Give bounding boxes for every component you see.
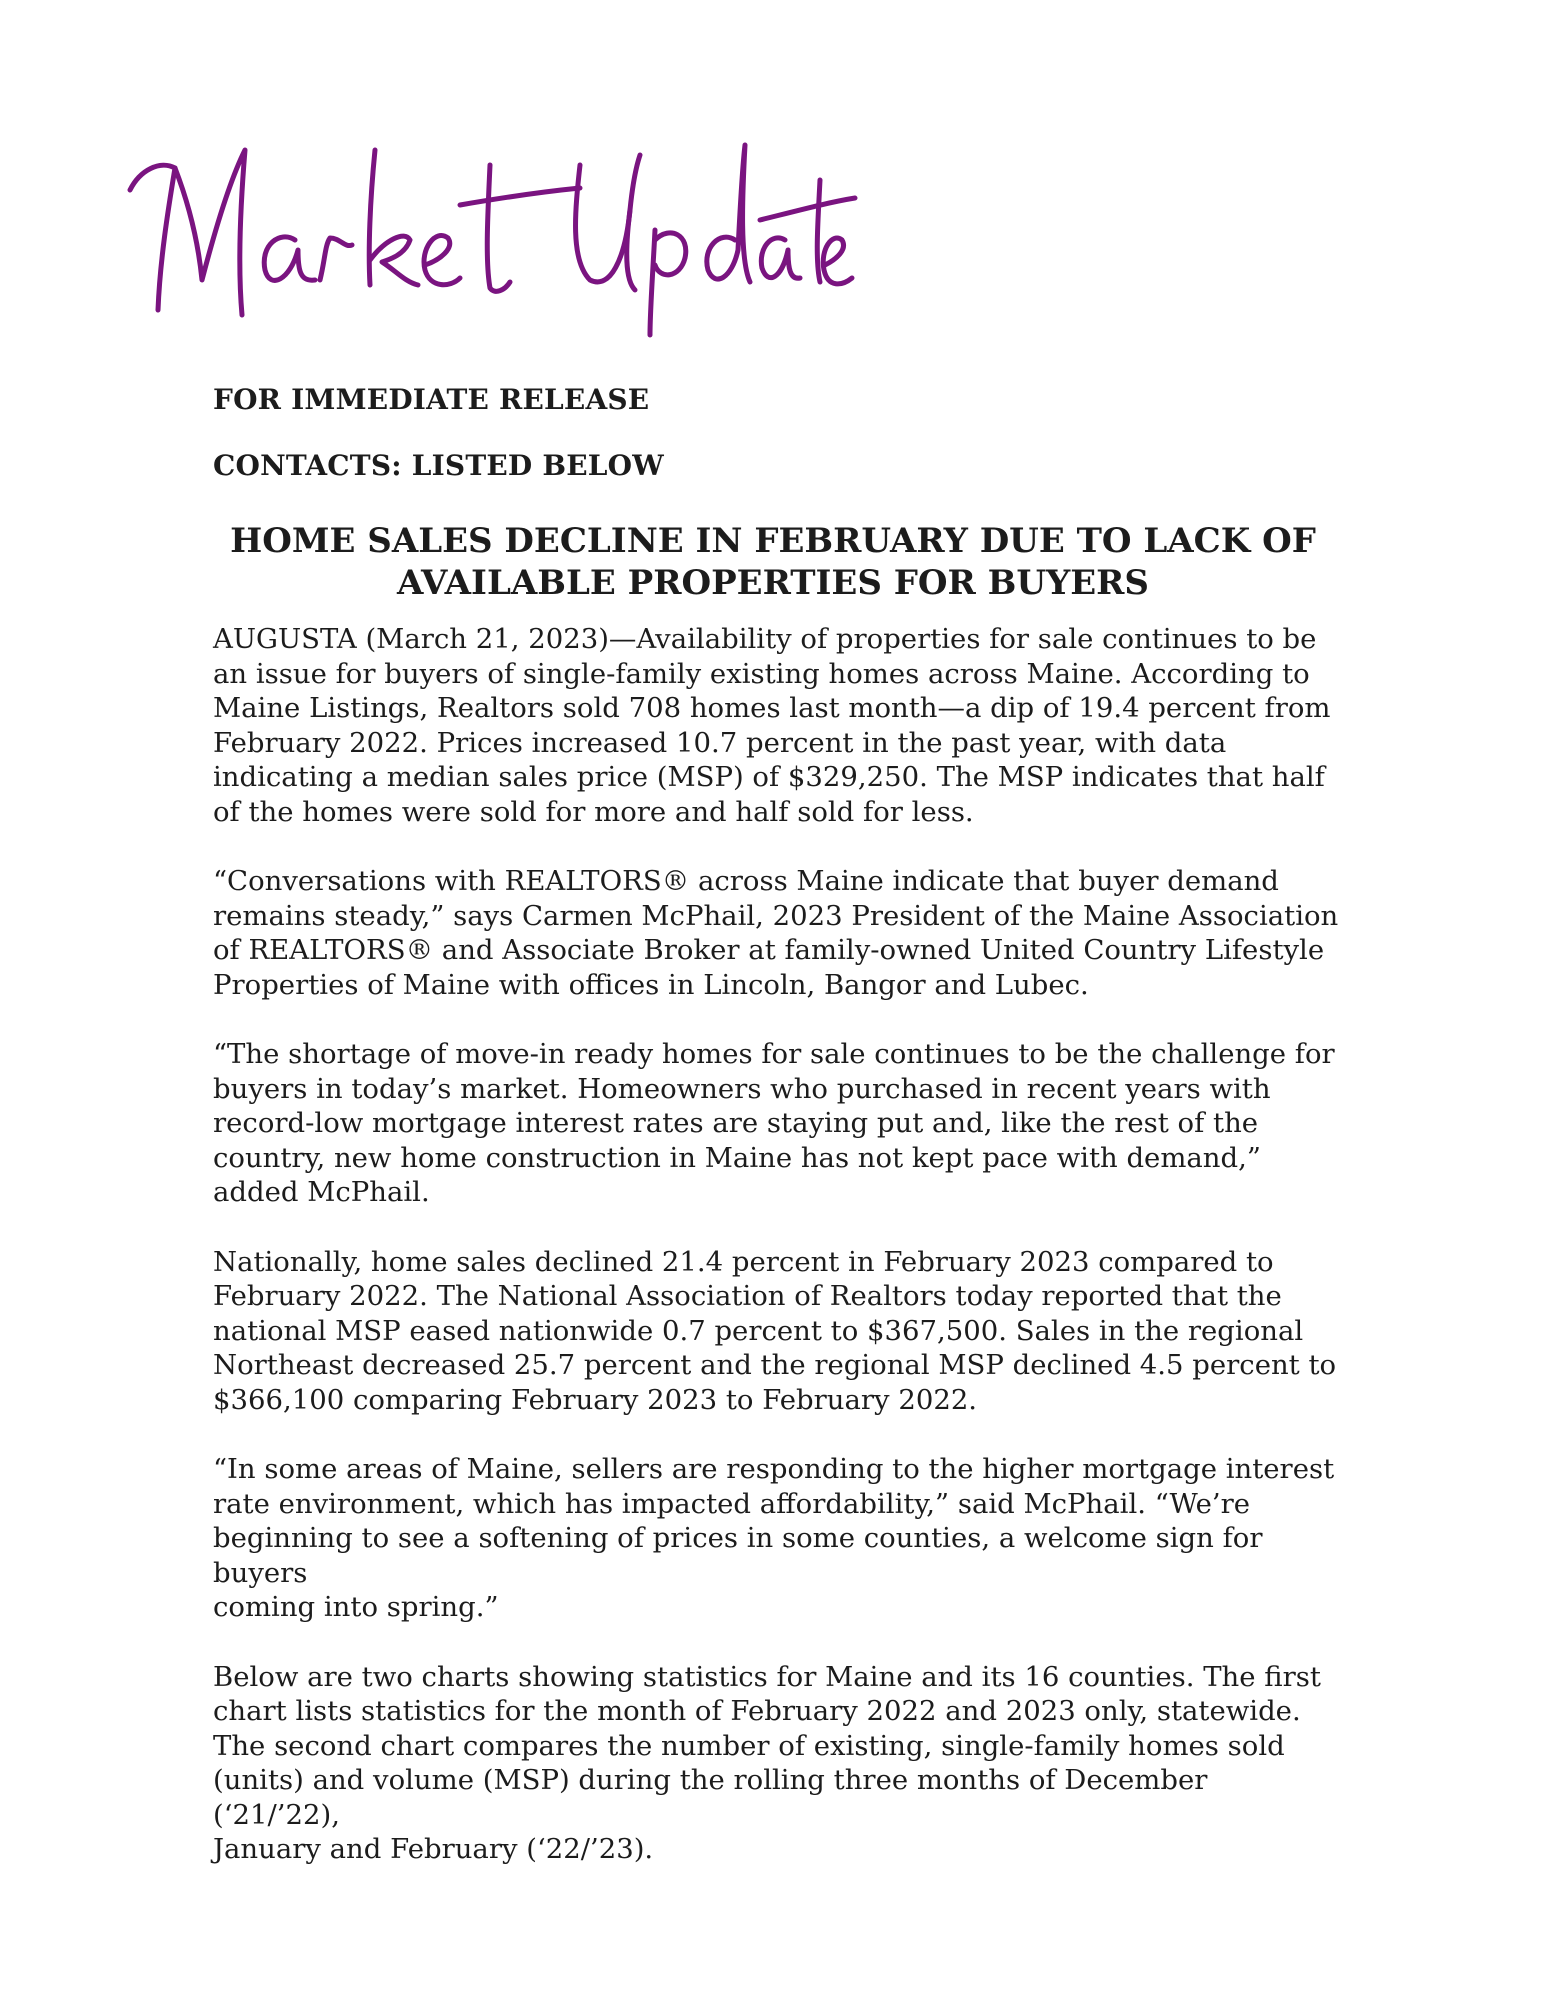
paragraph-6 [213, 1660, 1343, 1867]
paragraph-line: February 2022. Prices increased 10.7 percent in the past year, with data [213, 726, 1227, 759]
paragraph-5 [213, 1452, 1343, 1625]
paragraph-line: remains steady,” says Carmen McPhail, 2023 President of the Maine Association [213, 899, 1339, 932]
paragraph-4 [213, 1245, 1343, 1418]
paragraph-line: “In some areas of Maine, sellers are responding to the higher mortgage interest [213, 1453, 1335, 1485]
release-label: FOR IMMEDIATE RELEASE [213, 383, 650, 416]
paragraph-line: AUGUSTA (March 21, 2023)—Availability of properties for sale continues to be [213, 623, 1317, 655]
paragraph-line: The second chart compares the number of existing, single-family homes sold [213, 1729, 1285, 1762]
paragraph-2 [213, 864, 1343, 1002]
paragraph-line: $366,100 comparing February 2023 to February 2022. [213, 1383, 978, 1416]
paragraph-line: beginning to see a softening of prices in some counties, a welcome sign for buyers [213, 1522, 1263, 1589]
paragraph-line: “The shortage of move-in ready homes for sale continues to be the challenge for [213, 1038, 1335, 1070]
paragraph-line: Maine Listings, Realtors sold 708 homes last month—a dip of 19.4 percent from [213, 692, 1331, 724]
paragraph-line: January and February (‘22/’23). [213, 1833, 654, 1865]
market-update-banner [120, 110, 860, 340]
market-update-script-logo [120, 110, 860, 340]
paragraph-1 [213, 622, 1343, 829]
paragraph-line: indicating a median sales price (MSP) of $329,250. The MSP indicates that half [213, 761, 1325, 793]
headline-line-2: AVAILABLE PROPERTIES FOR BUYERS [397, 563, 1149, 603]
paragraph-line: “Conversations with REALTORS® across Maine indicate that buyer demand [213, 865, 1279, 897]
paragraph-line: country, new home construction in Maine has not kept pace with demand,” [213, 1141, 1261, 1174]
paragraph-line: Northeast decreased 25.7 percent and the regional MSP declined 4.5 percent to [213, 1349, 1337, 1381]
paragraph-line: national MSP eased nationwide 0.7 percent to $367,500. Sales in the regional [213, 1314, 1304, 1347]
paragraph-line: Below are two charts showing statistics for Maine and its 16 counties. The first [213, 1660, 1321, 1693]
paragraph-line: record-low mortgage interest rates are staying put and, like the rest of the [213, 1107, 1259, 1139]
paragraph-3 [213, 1037, 1343, 1210]
paragraph-line: an issue for buyers of single-family existing homes across Maine. According to [213, 657, 1310, 690]
paragraph-line: (units) and volume (MSP) during the rolling three months of December (‘21/’22), [213, 1764, 1208, 1831]
article-body [213, 622, 1343, 1902]
paragraph-line: Nationally, home sales declined 21.4 percent in February 2023 compared to [213, 1245, 1274, 1278]
paragraph-line: added McPhail. [213, 1176, 430, 1208]
paragraph-line: February 2022. The National Association of Realtors today reported that the [213, 1280, 1282, 1312]
headline-line-1: HOME SALES DECLINE IN FEBRUARY DUE TO LACK OF [230, 521, 1316, 561]
paragraph-line: chart lists statistics for the month of February 2022 and 2023 only, statewide. [213, 1695, 1301, 1727]
paragraph-line: of the homes were sold for more and half sold for less. [213, 795, 974, 828]
paragraph-line: Properties of Maine with offices in Lincoln, Bangor and Lubec. [213, 968, 1089, 1001]
headline [213, 520, 1333, 604]
contacts-label: CONTACTS: LISTED BELOW [213, 449, 664, 482]
paragraph-line: of REALTORS® and Associate Broker at family-owned United Country Lifestyle [213, 934, 1325, 966]
paragraph-line: buyers in today’s market. Homeowners who purchased in recent years with [213, 1072, 1271, 1105]
paragraph-line: rate environment, which has impacted affordability,” said McPhail. “We’re [213, 1487, 1251, 1520]
paragraph-line: coming into spring.” [213, 1591, 499, 1623]
